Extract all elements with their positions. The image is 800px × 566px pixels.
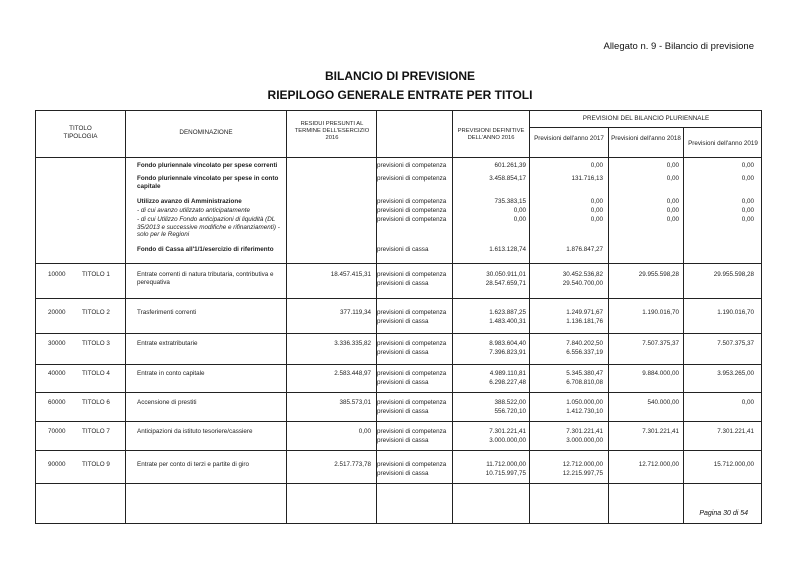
fpv-correnti-type: previsioni di competenza [377, 162, 447, 169]
row-code: 70000 [48, 428, 66, 435]
row-type-competenza: previsioni di competenza [377, 461, 447, 468]
row-comp-2017: 30.452.536,82 [562, 271, 603, 278]
row-type-cassa: previsioni di cassa [377, 437, 429, 444]
row-divider [36, 333, 762, 334]
row-2018: 12.712.000,00 [638, 461, 679, 468]
row-denominazione: Accensione di prestiti [137, 399, 197, 406]
avanzo-label: Utilizzo avanzo di Amministrazione [137, 198, 242, 205]
summary-table [35, 110, 762, 524]
page-number: Pagina 30 di 54 [699, 510, 748, 517]
avanzo-2018: 0,00 [666, 198, 679, 205]
fpv-capitale-2018: 0,00 [666, 175, 679, 182]
row-2018: 540.000,00 [647, 399, 679, 406]
row-titolo: TITOLO 9 [82, 461, 110, 468]
row-cassa-2016: 10.715.997,75 [485, 470, 526, 477]
avanzo-sub1-type: previsioni di competenza [377, 207, 447, 214]
row-divider [36, 421, 762, 422]
row-comp-2016: 1.623.887,25 [489, 309, 526, 316]
row-type-cassa: previsioni di cassa [377, 470, 429, 477]
row-code: 30000 [48, 340, 66, 347]
row-divider [36, 364, 762, 365]
header-2018: Previsioni dell'anno 2018 [611, 135, 681, 142]
row-divider [36, 263, 762, 264]
row-2019: 7.507.375,37 [717, 340, 754, 347]
row-cassa-2017: 1.412.730,10 [566, 408, 603, 415]
row-2018: 1.190.016,70 [642, 309, 679, 316]
row-denominazione: Entrate extratributarie [137, 340, 198, 347]
avanzo-sub1-label: - di cui avanzo utilizzato anticipatamente [137, 207, 251, 214]
row-type-cassa: previsioni di cassa [377, 318, 429, 325]
avanzo-2017: 0,00 [590, 198, 603, 205]
row-comp-2017: 1.249.971,67 [566, 309, 603, 316]
row-comp-2017: 5.345.380,47 [566, 370, 603, 377]
header-pluriennale: PREVISIONI DEL BILANCIO PLURIENNALE [582, 115, 710, 122]
row-cassa-2016: 3.000.000,00 [489, 437, 526, 444]
avanzo-sub1-2019: 0,00 [741, 207, 754, 214]
row-type-cassa: previsioni di cassa [377, 379, 429, 386]
row-titolo: TITOLO 3 [82, 340, 110, 347]
row-divider [36, 450, 762, 451]
document-reference: Allegato n. 9 - Bilancio di previsione [603, 41, 754, 52]
row-code: 10000 [48, 271, 66, 278]
row-2019: 29.955.598,28 [713, 271, 754, 278]
row-comp-2016: 7.301.221,41 [489, 428, 526, 435]
row-type-competenza: previsioni di competenza [377, 399, 447, 406]
row-residui: 385.573,01 [339, 399, 371, 406]
row-denominazione: Entrate correnti di natura tributaria, contributiva e perequativa [137, 271, 274, 286]
col-divider [125, 111, 126, 524]
fpv-correnti-label: Fondo pluriennale vincolato per spese correnti [137, 162, 278, 169]
row-cassa-2016: 28.547.659,71 [485, 280, 526, 287]
row-2019: 0,00 [741, 399, 754, 406]
row-cassa-2017: 12.215.997,75 [562, 470, 603, 477]
avanzo-2016: 735.383,15 [494, 198, 526, 205]
fondo-cassa-type: previsioni di cassa [377, 246, 429, 253]
avanzo-sub1-2016: 0,00 [513, 207, 526, 214]
row-type-cassa: previsioni di cassa [377, 280, 429, 287]
fondo-cassa-2016: 1.613.128,74 [489, 246, 526, 253]
avanzo-sub2-2016: 0,00 [513, 216, 526, 223]
avanzo-sub2-2018: 0,00 [666, 216, 679, 223]
row-denominazione: Trasferimenti correnti [137, 309, 197, 316]
row-cassa-2017: 3.000.000,00 [566, 437, 603, 444]
header-titolo: TITOLO [69, 125, 92, 132]
row-residui: 3.336.335,82 [334, 340, 371, 347]
row-cassa-2016: 1.483.400,31 [489, 318, 526, 325]
row-comp-2016: 30.050.911,01 [486, 271, 526, 278]
row-denominazione: Entrate in conto capitale [137, 370, 205, 377]
row-type-competenza: previsioni di competenza [377, 428, 447, 435]
row-divider [529, 127, 762, 128]
row-comp-2017: 1.050.000,00 [566, 399, 603, 406]
fpv-capitale-2016: 3.458.854,17 [489, 175, 526, 182]
row-code: 40000 [48, 370, 66, 377]
row-type-competenza: previsioni di competenza [377, 340, 447, 347]
row-titolo: TITOLO 6 [82, 399, 110, 406]
row-comp-2016: 11.712.000,00 [486, 461, 526, 468]
row-cassa-2016: 7.396.823,91 [489, 349, 526, 356]
row-2018: 7.507.375,37 [642, 340, 679, 347]
avanzo-sub2-2019: 0,00 [741, 216, 754, 223]
fpv-capitale-label: Fondo pluriennale vincolato per spese in conto capitale [137, 175, 279, 190]
row-titolo: TITOLO 2 [82, 309, 110, 316]
row-cassa-2017: 29.540.700,00 [562, 280, 603, 287]
row-type-competenza: previsioni di competenza [377, 309, 447, 316]
row-code: 60000 [48, 399, 66, 406]
row-2018: 7.301.221,41 [642, 428, 679, 435]
avanzo-sub2-label: - di cui Utilizzo Fondo anticipazioni di liquidità (DL 35/2013 e successive modifiche e rifinanziamenti) - solo per le Regioni [137, 216, 280, 239]
row-residui: 2.583.448,97 [334, 370, 371, 377]
fpv-correnti-2017: 0,00 [590, 162, 603, 169]
fondo-cassa-2017: 1.876.847,27 [566, 246, 603, 253]
row-comp-2017: 12.712.000,00 [562, 461, 603, 468]
row-cassa-2017: 6.556.337,19 [566, 349, 603, 356]
avanzo-type: previsioni di competenza [377, 198, 447, 205]
fpv-correnti-2016: 601.261,39 [494, 162, 526, 169]
row-denominazione: Entrate per conto di terzi e partite di giro [137, 461, 250, 468]
row-divider [36, 157, 762, 158]
row-type-competenza: previsioni di competenza [377, 370, 447, 377]
row-type-cassa: previsioni di cassa [377, 349, 429, 356]
col-divider [452, 111, 453, 524]
header-residui: RESIDUI PRESUNTI AL TERMINE DELL'ESERCIZIO 2016 [294, 121, 370, 141]
row-divider [36, 483, 762, 484]
header-denominazione: DENOMINAZIONE [179, 129, 233, 136]
fpv-correnti-2018: 0,00 [666, 162, 679, 169]
header-definitive: PREVISIONI DEFINITIVE DELL'ANNO 2016 [457, 128, 525, 141]
row-cassa-2016: 6.298.227,48 [489, 379, 526, 386]
row-2019: 3.953.265,00 [717, 370, 754, 377]
row-comp-2017: 7.301.221,41 [566, 428, 603, 435]
header-tipologia: TIPOLOGIA [63, 133, 98, 140]
row-code: 90000 [48, 461, 66, 468]
header-2017: Previsioni dell'anno 2017 [534, 135, 604, 142]
avanzo-sub1-2017: 0,00 [590, 207, 603, 214]
avanzo-sub1-2018: 0,00 [666, 207, 679, 214]
row-denominazione: Anticipazioni da istituto tesoriere/cassiere [137, 428, 253, 435]
row-2019: 7.301.221,41 [717, 428, 754, 435]
fpv-capitale-type: previsioni di competenza [377, 175, 447, 182]
header-2019: Previsioni dell'anno 2019 [688, 140, 758, 147]
col-divider [286, 111, 287, 524]
row-residui: 18.457.415,31 [330, 271, 371, 278]
row-divider [36, 298, 762, 299]
row-comp-2016: 388.522,00 [494, 399, 526, 406]
row-code: 20000 [48, 309, 66, 316]
fpv-capitale-2017: 131.716,13 [571, 175, 603, 182]
row-titolo: TITOLO 7 [82, 428, 110, 435]
fpv-capitale-2019: 0,00 [741, 175, 754, 182]
row-type-competenza: previsioni di competenza [377, 271, 447, 278]
row-comp-2017: 7.840.202,50 [566, 340, 603, 347]
avanzo-sub2-2017: 0,00 [590, 216, 603, 223]
fpv-correnti-2019: 0,00 [741, 162, 754, 169]
row-titolo: TITOLO 1 [82, 271, 110, 278]
row-2019: 15.712.000,00 [713, 461, 754, 468]
row-cassa-2016: 556.720,10 [494, 408, 526, 415]
row-2018: 29.955.598,28 [638, 271, 679, 278]
col-divider [529, 111, 530, 524]
avanzo-sub2-type: previsioni di competenza [377, 216, 447, 223]
row-cassa-2017: 1.136.181,76 [566, 318, 603, 325]
row-type-cassa: previsioni di cassa [377, 408, 429, 415]
fondo-cassa-label: Fondo di Cassa all'1/1/esercizio di riferimento [137, 246, 274, 253]
row-comp-2016: 4.989.110,81 [489, 370, 526, 377]
row-divider [36, 392, 762, 393]
row-cassa-2017: 6.708.810,08 [566, 379, 603, 386]
row-titolo: TITOLO 4 [82, 370, 110, 377]
avanzo-2019: 0,00 [741, 198, 754, 205]
row-residui: 2.517.773,78 [334, 461, 371, 468]
page-subtitle: RIEPILOGO GENERALE ENTRATE PER TITOLI [267, 88, 533, 102]
row-2018: 9.884.000,00 [642, 370, 679, 377]
page-title: BILANCIO DI PREVISIONE [324, 69, 476, 83]
row-2019: 1.190.016,70 [717, 309, 754, 316]
row-residui: 377.119,34 [339, 309, 371, 316]
row-residui: 0,00 [358, 428, 371, 435]
row-comp-2016: 8.983.604,40 [489, 340, 526, 347]
